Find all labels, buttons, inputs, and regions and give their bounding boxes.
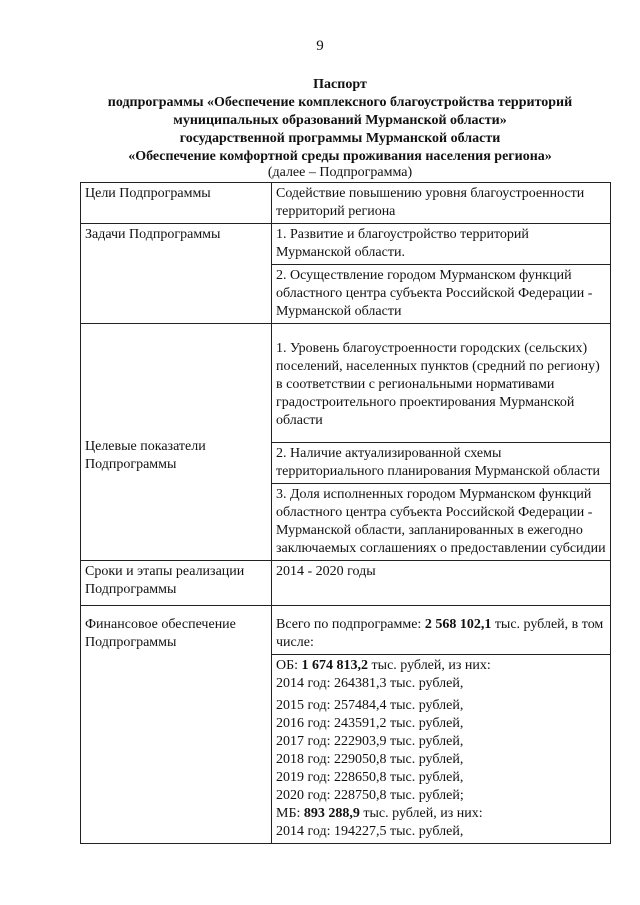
indicators-item: 2. Наличие актуализированной схемы территориального планирования Мурманской области [272, 443, 611, 484]
mb-year: 2014 год: 194227,5 тыс. рублей, [276, 824, 464, 839]
finance-total [272, 606, 611, 655]
table-row [81, 183, 611, 224]
table-row [81, 606, 611, 655]
tasks-item: 2. Осуществление городом Мурманском функций областного центра субъекта Российской Федерации - Мурманской области [272, 265, 611, 324]
ob-year: 2017 год: 222903,9 тыс. рублей, [276, 734, 464, 749]
terms-label: Сроки и этапы реализации Подпрограммы [81, 561, 272, 606]
ob-amount: 1 674 813,2 [301, 658, 369, 673]
page-number: 9 [316, 38, 324, 54]
mb-amount: 893 288,9 [303, 806, 360, 821]
subheading: (далее – Подпрограмма) [267, 165, 413, 180]
ob-year: 2016 год: 243591,2 тыс. рублей, [276, 716, 464, 731]
table-row [81, 224, 611, 265]
heading-line: подпрограммы «Обеспечение комплексного благоустройства территорий [107, 95, 573, 110]
total-amount: 2 568 102,1 [424, 617, 492, 632]
total-prefix: Всего по подпрограмме: [276, 617, 422, 632]
ob-year: 2014 год: 264381,3 тыс. рублей, [276, 676, 464, 691]
heading-line: муниципальных образований Мурманской области» [173, 113, 507, 128]
indicators-item: 1. Уровень благоустроенности городских (сельских) поселений, населенных пунктов (средний по региону) в соответствии с региональными нормативами градостроительного проектирования Мурманской области [272, 324, 611, 443]
goals-value: Содействие повышению уровня благоустроенности территорий региона [272, 183, 611, 224]
tasks-item: 1. Развитие и благоустройство территорий Мурманской области. [272, 224, 611, 265]
tasks-label: Задачи Подпрограммы [81, 224, 272, 324]
heading-line: государственной программы Мурманской области [179, 131, 501, 146]
mb-suffix: тыс. рублей, из них: [363, 806, 483, 821]
mb-header [276, 805, 606, 823]
terms-value: 2014 - 2020 годы [272, 561, 611, 606]
indicators-label: Целевые показатели Подпрограммы [81, 324, 272, 561]
ob-year: 2019 год: 228650,8 тыс. рублей, [276, 770, 464, 785]
mb-prefix: МБ: [276, 806, 301, 821]
table-row [81, 561, 611, 606]
goals-label: Цели Подпрограммы [81, 183, 272, 224]
finance-breakdown [272, 655, 611, 844]
ob-prefix: ОБ: [276, 658, 299, 673]
table-row [81, 324, 611, 443]
ob-suffix: тыс. рублей, из них: [371, 658, 491, 673]
finance-label: Финансовое обеспечение Подпрограммы [81, 606, 272, 844]
passport-table [80, 182, 611, 844]
heading-line: «Обеспечение комфортной среды проживания населения региона» [128, 149, 552, 164]
ob-year: 2020 год: 228750,8 тыс. рублей; [276, 788, 464, 803]
ob-year: 2015 год: 257484,4 тыс. рублей, [276, 698, 464, 713]
heading-title: Паспорт [313, 77, 367, 92]
total-suffix: тыс. рублей, в том числе: [276, 617, 604, 650]
document-heading [60, 76, 620, 166]
indicators-item: 3. Доля исполненных городом Мурманском функций областного центра субъекта Российской Федерации - Мурманской области, запланированных в ежегодно заключаемых соглашениях о предоставлении субсидии [272, 484, 611, 561]
ob-header [276, 657, 606, 675]
ob-year: 2018 год: 229050,8 тыс. рублей, [276, 752, 464, 767]
